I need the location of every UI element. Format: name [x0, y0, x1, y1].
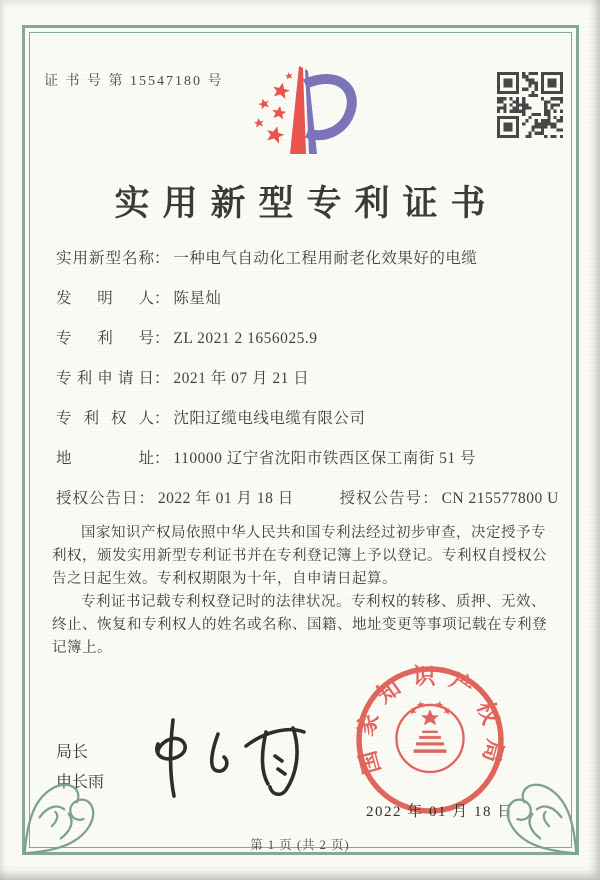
field-value: 2021 年 07 月 21 日 [173, 370, 310, 387]
cnipa-logo-icon [248, 60, 360, 164]
field-label: 地址 [56, 450, 154, 467]
field-label: 发明人 [56, 290, 154, 307]
field-row-patentee: 专利权人： 沈阳辽缆电线电缆有限公司 [56, 408, 556, 448]
field-list [56, 248, 559, 528]
field-row-name: 实用新型名称： 一种电气自动化工程用耐老化效果好的电缆 [56, 248, 556, 288]
field-group: 授权公告号： CN 215577800 U [340, 490, 559, 507]
field-value: 一种电气自动化工程用耐老化效果好的电缆 [173, 250, 478, 267]
field-row-patent-no: 专利号： ZL 2021 2 1656025.9 [56, 328, 556, 368]
field-label: 实用新型名称 [56, 250, 154, 267]
field-value: 110000 辽宁省沈阳市铁西区保工南街 51 号 [173, 450, 476, 467]
certificate-title: 实用新型专利证书 [114, 184, 499, 223]
field-value: 沈阳辽缆电线电缆有限公司 [173, 410, 366, 427]
field-label: 专利申请日 [56, 370, 154, 387]
field-label: 授权公告日 [56, 490, 139, 507]
field-row-inventor: 发明人： 陈星灿 [56, 288, 556, 328]
field-label: 专利号 [56, 330, 154, 347]
page-number: 第 1 页 (共 2 页) [250, 838, 350, 852]
body-paragraph-2: 专利证书记载专利权登记时的法律状况。专利权的转移、质押、无效、终止、恢复和专利权人的姓名或名称、国籍、地址变更等事项记载在专利登记簿上。 [52, 593, 547, 656]
field-row-address: 地址： 110000 辽宁省沈阳市铁西区保工南街 51 号 [56, 448, 556, 488]
seal-date: 2022 年 01 月 18 日 [366, 804, 514, 820]
field-value: 陈星灿 [173, 290, 222, 307]
official-seal [352, 662, 508, 818]
field-label: 授权公告号 [339, 490, 423, 507]
certificate-number: 证 书 号 第 15547180 号 [44, 74, 224, 89]
seal-text: 国家知识产权局 [352, 663, 508, 777]
field-row-grant: 授权公告日： 2022 年 01 月 18 日 授权公告号： CN 215577800 U [56, 488, 556, 528]
field-row-filing-date: 专利申请日： 2021 年 07 月 21 日 [56, 368, 556, 408]
field-value: CN 215577800 U [441, 490, 559, 507]
qr-code [497, 72, 563, 138]
field-value: ZL 2021 2 1656025.9 [173, 330, 318, 347]
field-label: 专利权人 [56, 410, 154, 427]
signer-name: 申长雨 [56, 773, 105, 791]
signature-handwriting-icon [138, 708, 323, 808]
body-paragraph-1: 国家知识产权局依照中华人民共和国专利法经过初步审查，决定授予专利权，颁发实用新型专利证书并在专利登记簿上予以登记。专利权自授权公告之日起生效。专利权期限为十年，自申请日起算。 [52, 525, 547, 587]
legal-text [52, 522, 550, 659]
signer-title: 局长 [56, 744, 89, 761]
field-value: 2022 年 01 月 18 日 [157, 490, 294, 507]
